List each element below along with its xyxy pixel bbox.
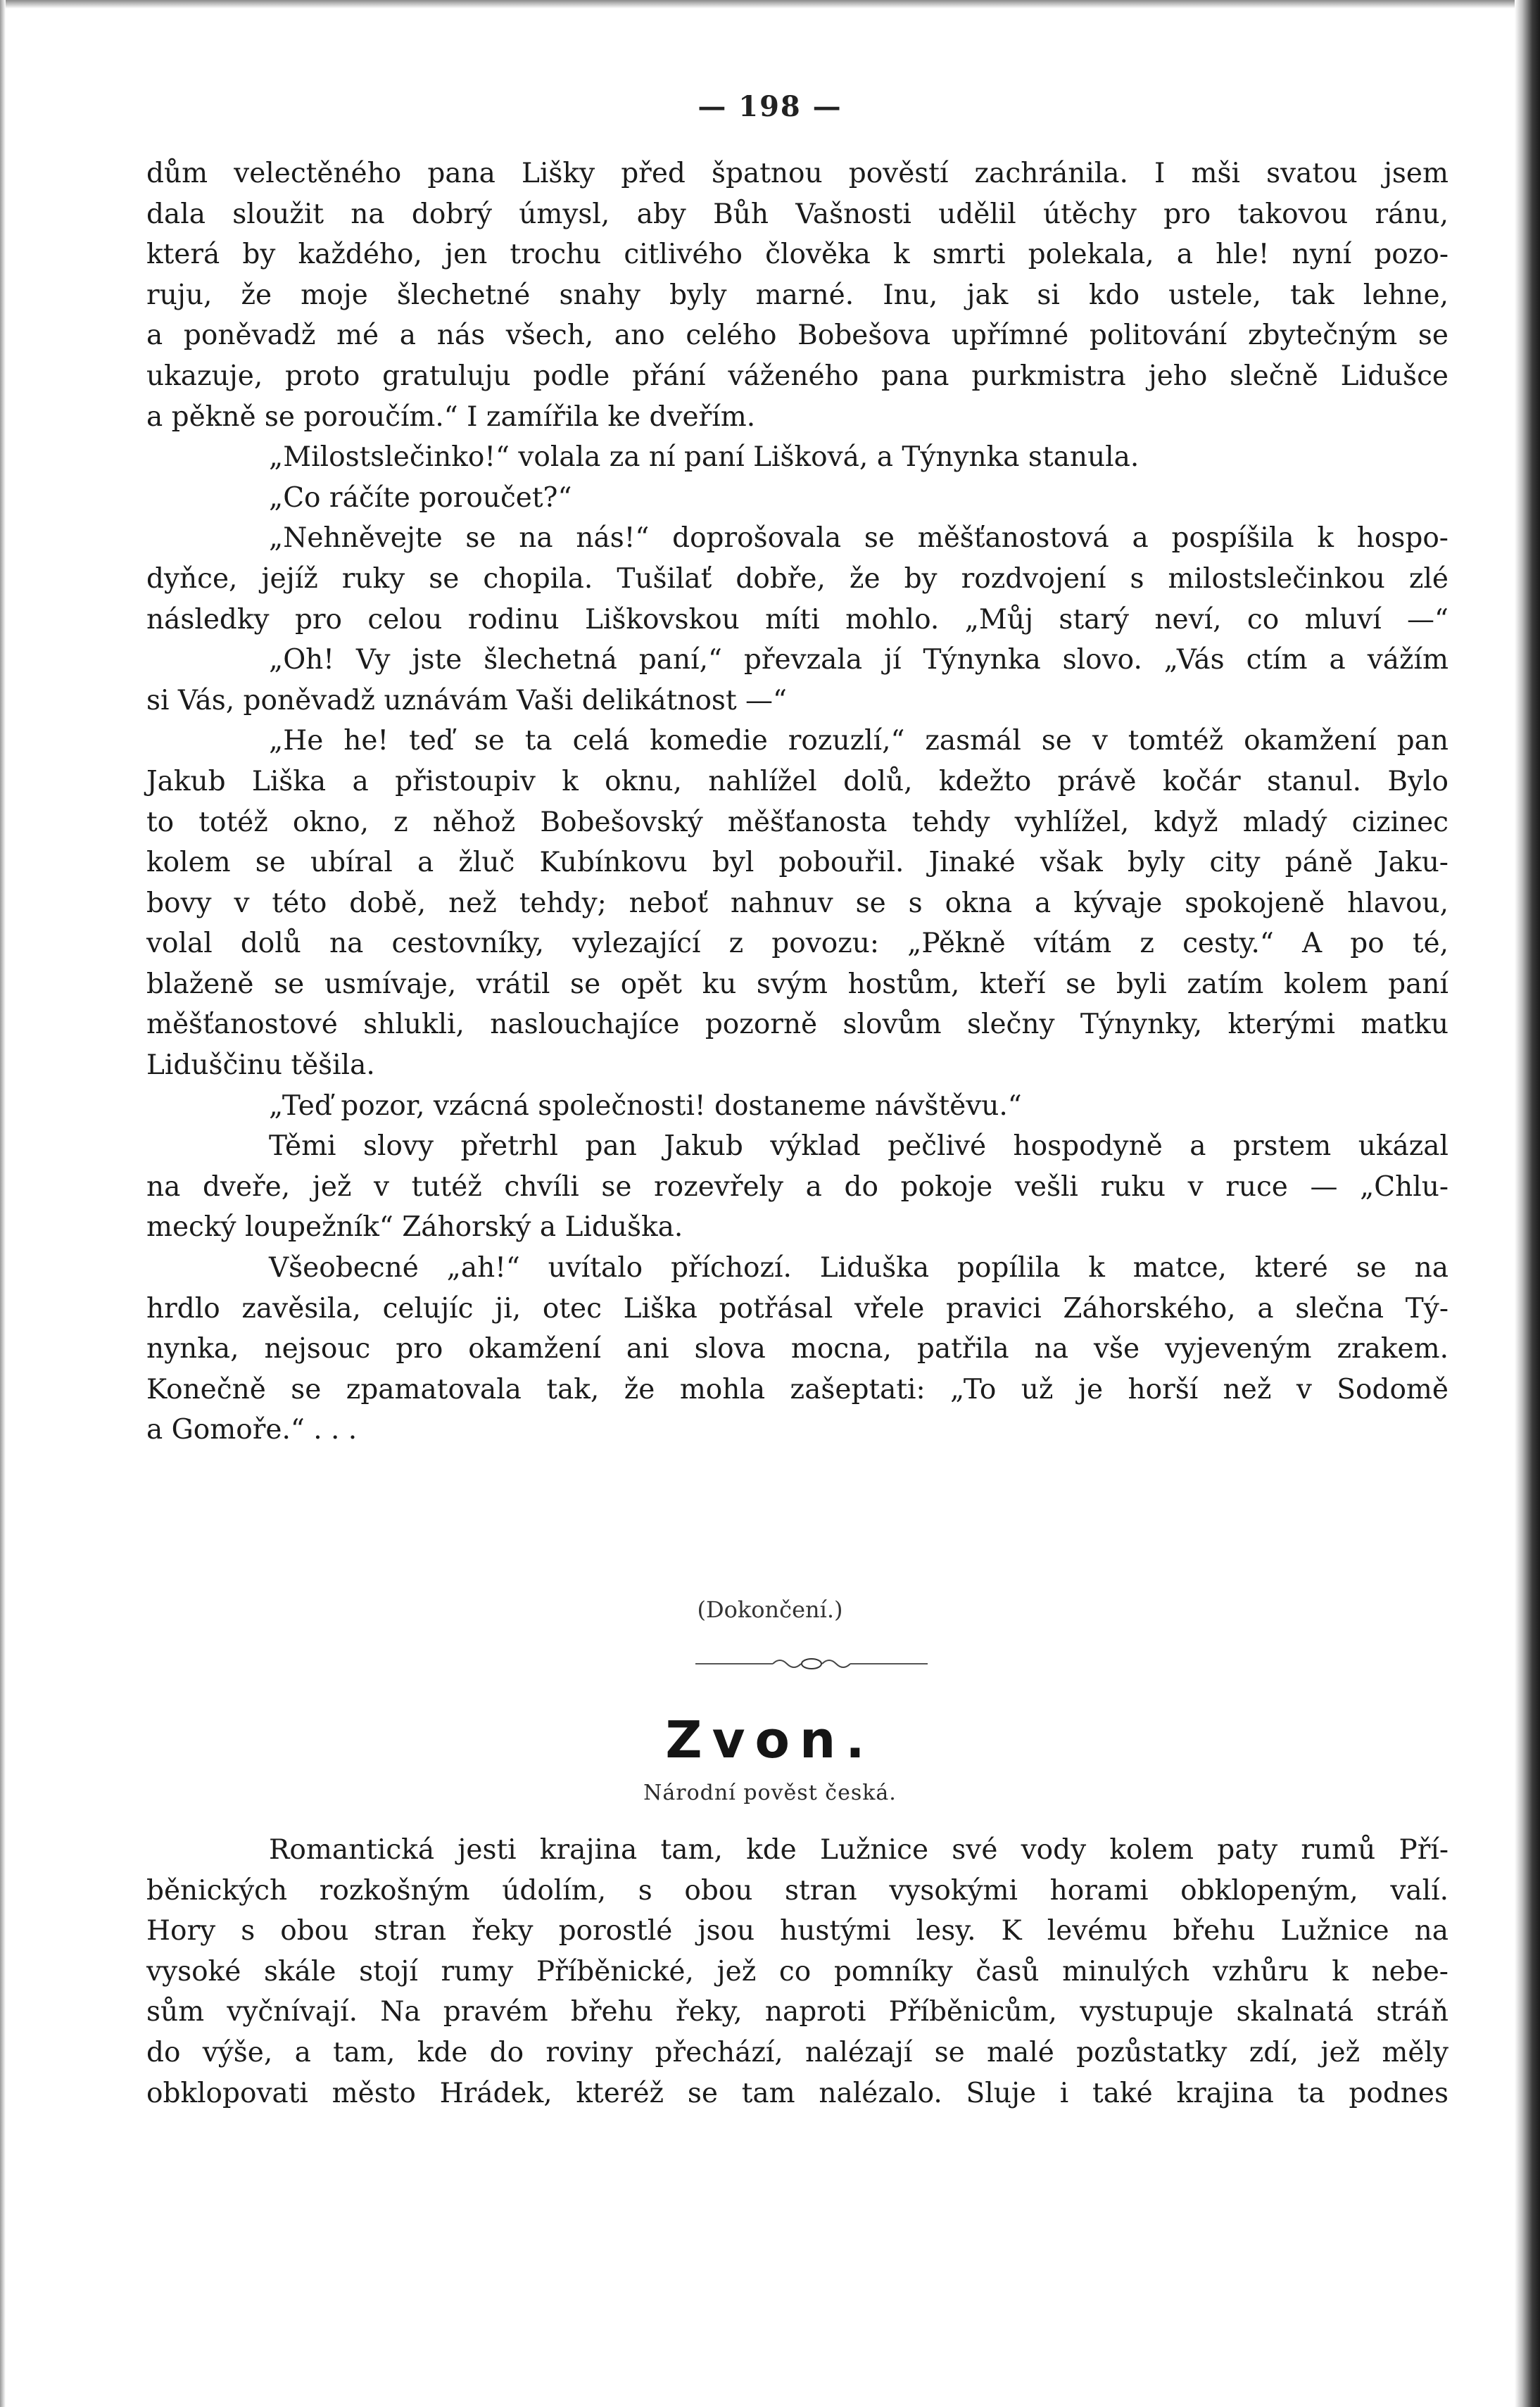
text-line: na dveře, jež v tutéž chvíli se rozevřely a do pokoje vešli ruku v ruce — „Chlu-: [146, 1170, 1449, 1203]
text-line: kolem se ubíral a žluč Kubínkovu byl pobouřil. Jinaké však byly city páně Jaku-: [146, 847, 1449, 879]
text-line: následky pro celou rodinu Liškovskou míti mohlo. „Můj starý neví, co mluví —“: [146, 603, 1449, 636]
text-line: a pěkně se poroučím.“ I zamířila ke dveřím.: [146, 400, 756, 433]
text-line: Těmi slovy přetrhl pan Jakub výklad pečlivé hospodyně a prstem ukázal: [269, 1130, 1449, 1163]
text-line: si Vás, poněvadž uznávám Vaši delikátnost —“: [146, 684, 787, 716]
text-line: ukazuje, proto gratuluju podle přání váženého pana purkmistra jeho slečně Lidušce: [146, 360, 1449, 392]
text-line: „Co ráčíte poroučet?“: [269, 481, 572, 514]
article-title: Zvon.: [665, 1710, 875, 1769]
text-line: dyňce, jejíž ruky se chopila. Tušilať dobře, že by rozdvojení s milostslečinkou zlé: [146, 562, 1449, 595]
text-line: mecký loupežník“ Záhorský a Liduška.: [146, 1211, 683, 1244]
text-line: Konečně se zpamatovala tak, že mohla zašeptati: „To už je horší než v Sodomě: [146, 1373, 1449, 1405]
text-line: Jakub Liška a přistoupiv k oknu, nahlížel dolů, kdežto právě kočár stanul. Bylo: [146, 765, 1449, 797]
text-line: volal dolů na cestovníky, vylezající z povozu: „Pěkně vítám z cesty.“ A po té,: [146, 928, 1449, 960]
story-conclusion-text: [146, 153, 1449, 1451]
text-line: „Oh! Vy jste šlechetná paní,“ převzala jí Týnynka slovo. „Vás ctím a vážím: [269, 644, 1449, 676]
text-line: Všeobecné „ah!“ uvítalo příchozí. Liduška popílila k matce, které se na: [269, 1252, 1449, 1284]
text-line: blaženě se usmívaje, vrátil se opět ku svým hostům, kteří se byli zatím kolem paní: [146, 968, 1449, 1000]
to-be-concluded-note: (Dokončení.): [697, 1596, 843, 1623]
text-line: měšťanostové shlukli, naslouchajíce pozorně slovům slečny Týnynky, kterými matku: [146, 1009, 1449, 1041]
text-line: která by každého, jen trochu citlivého člověka k smrti polekala, a hle! nyní pozo-: [146, 239, 1449, 271]
text-line: Romantická jesti krajina tam, kde Lužnice své vody kolem paty rumů Pří-: [269, 1834, 1449, 1866]
text-line: a poněvadž mé a nás všech, ano celého Bobešova upřímné politování zbytečným se: [146, 320, 1449, 352]
text-line: dům velectěného pana Lišky před špatnou pověstí zachránila. I mši svatou jsem: [146, 158, 1449, 189]
text-line: ruju, že moje šlechetné snahy byly marné. Inu, jak si kdo ustele, tak lehne,: [146, 279, 1449, 311]
text-line: „He he! teď se ta celá komedie rozuzlí,“ zasmál se v tomtéž okamžení pan: [269, 725, 1449, 757]
text-line: nynka, nejsouc pro okamžení ani slova mocna, patřila na vše vyjeveným zrakem.: [146, 1333, 1449, 1365]
text-line: vysoké skále stojí rumy Příběnické, jež co pomníky časů minulých vzhůru k nebe-: [146, 1955, 1449, 1988]
text-line: „Teď pozor, vzácná společnosti! dostaneme návštěvu.“: [269, 1089, 1022, 1122]
text-line: a Gomoře.“ . . .: [146, 1414, 358, 1446]
text-line: Liduščinu těšila.: [146, 1049, 375, 1082]
page-number: — 198 —: [698, 90, 842, 123]
article-subtitle: Národní pověst česká.: [643, 1781, 897, 1805]
divider-ornament: [695, 1655, 928, 1672]
text-line: obklopovati město Hrádek, kteréž se tam nalézalo. Sluje i také krajina ta podnes: [146, 2077, 1449, 2109]
text-line: dala sloužit na dobrý úmysl, aby Bůh Vašnosti udělil útěchy pro takovou ránu,: [146, 198, 1449, 230]
text-line: běnických rozkošným údolím, s obou stran vysokými horami obklopeným, valí.: [146, 1874, 1449, 1907]
text-line: bovy v této době, než tehdy; neboť nahnuv se s okna a kývaje spokojeně hlavou,: [146, 887, 1449, 919]
text-line: sům vyčnívají. Na pravém břehu řeky, naproti Příběnicům, vystupuje skalnatá stráň: [146, 1996, 1449, 2028]
text-line: „Nehněvejte se na nás!“ doprošovala se měšťanostová a pospíšila k hospo-: [269, 522, 1449, 555]
text-line: do výše, a tam, kde do roviny přechází, nalézají se malé pozůstatky zdí, jež měly: [146, 2036, 1449, 2068]
text-line: hrdlo zavěsila, celujíc ji, otec Liška potřásal vřele pravici Záhorského, a slečna Tý-: [146, 1292, 1449, 1325]
text-line: to totéž okno, z něhož Bobešovský měšťanosta tehdy vyhlížel, když mladý cizinec: [146, 806, 1449, 838]
article-body-text: [146, 1830, 1449, 2114]
text-line: „Milostslečinko!“ volala za ní paní Lišková, a Týnynka stanula.: [269, 441, 1140, 474]
text-line: Hory s obou stran řeky porostlé jsou hustými lesy. K levému břehu Lužnice na: [146, 1915, 1449, 1947]
